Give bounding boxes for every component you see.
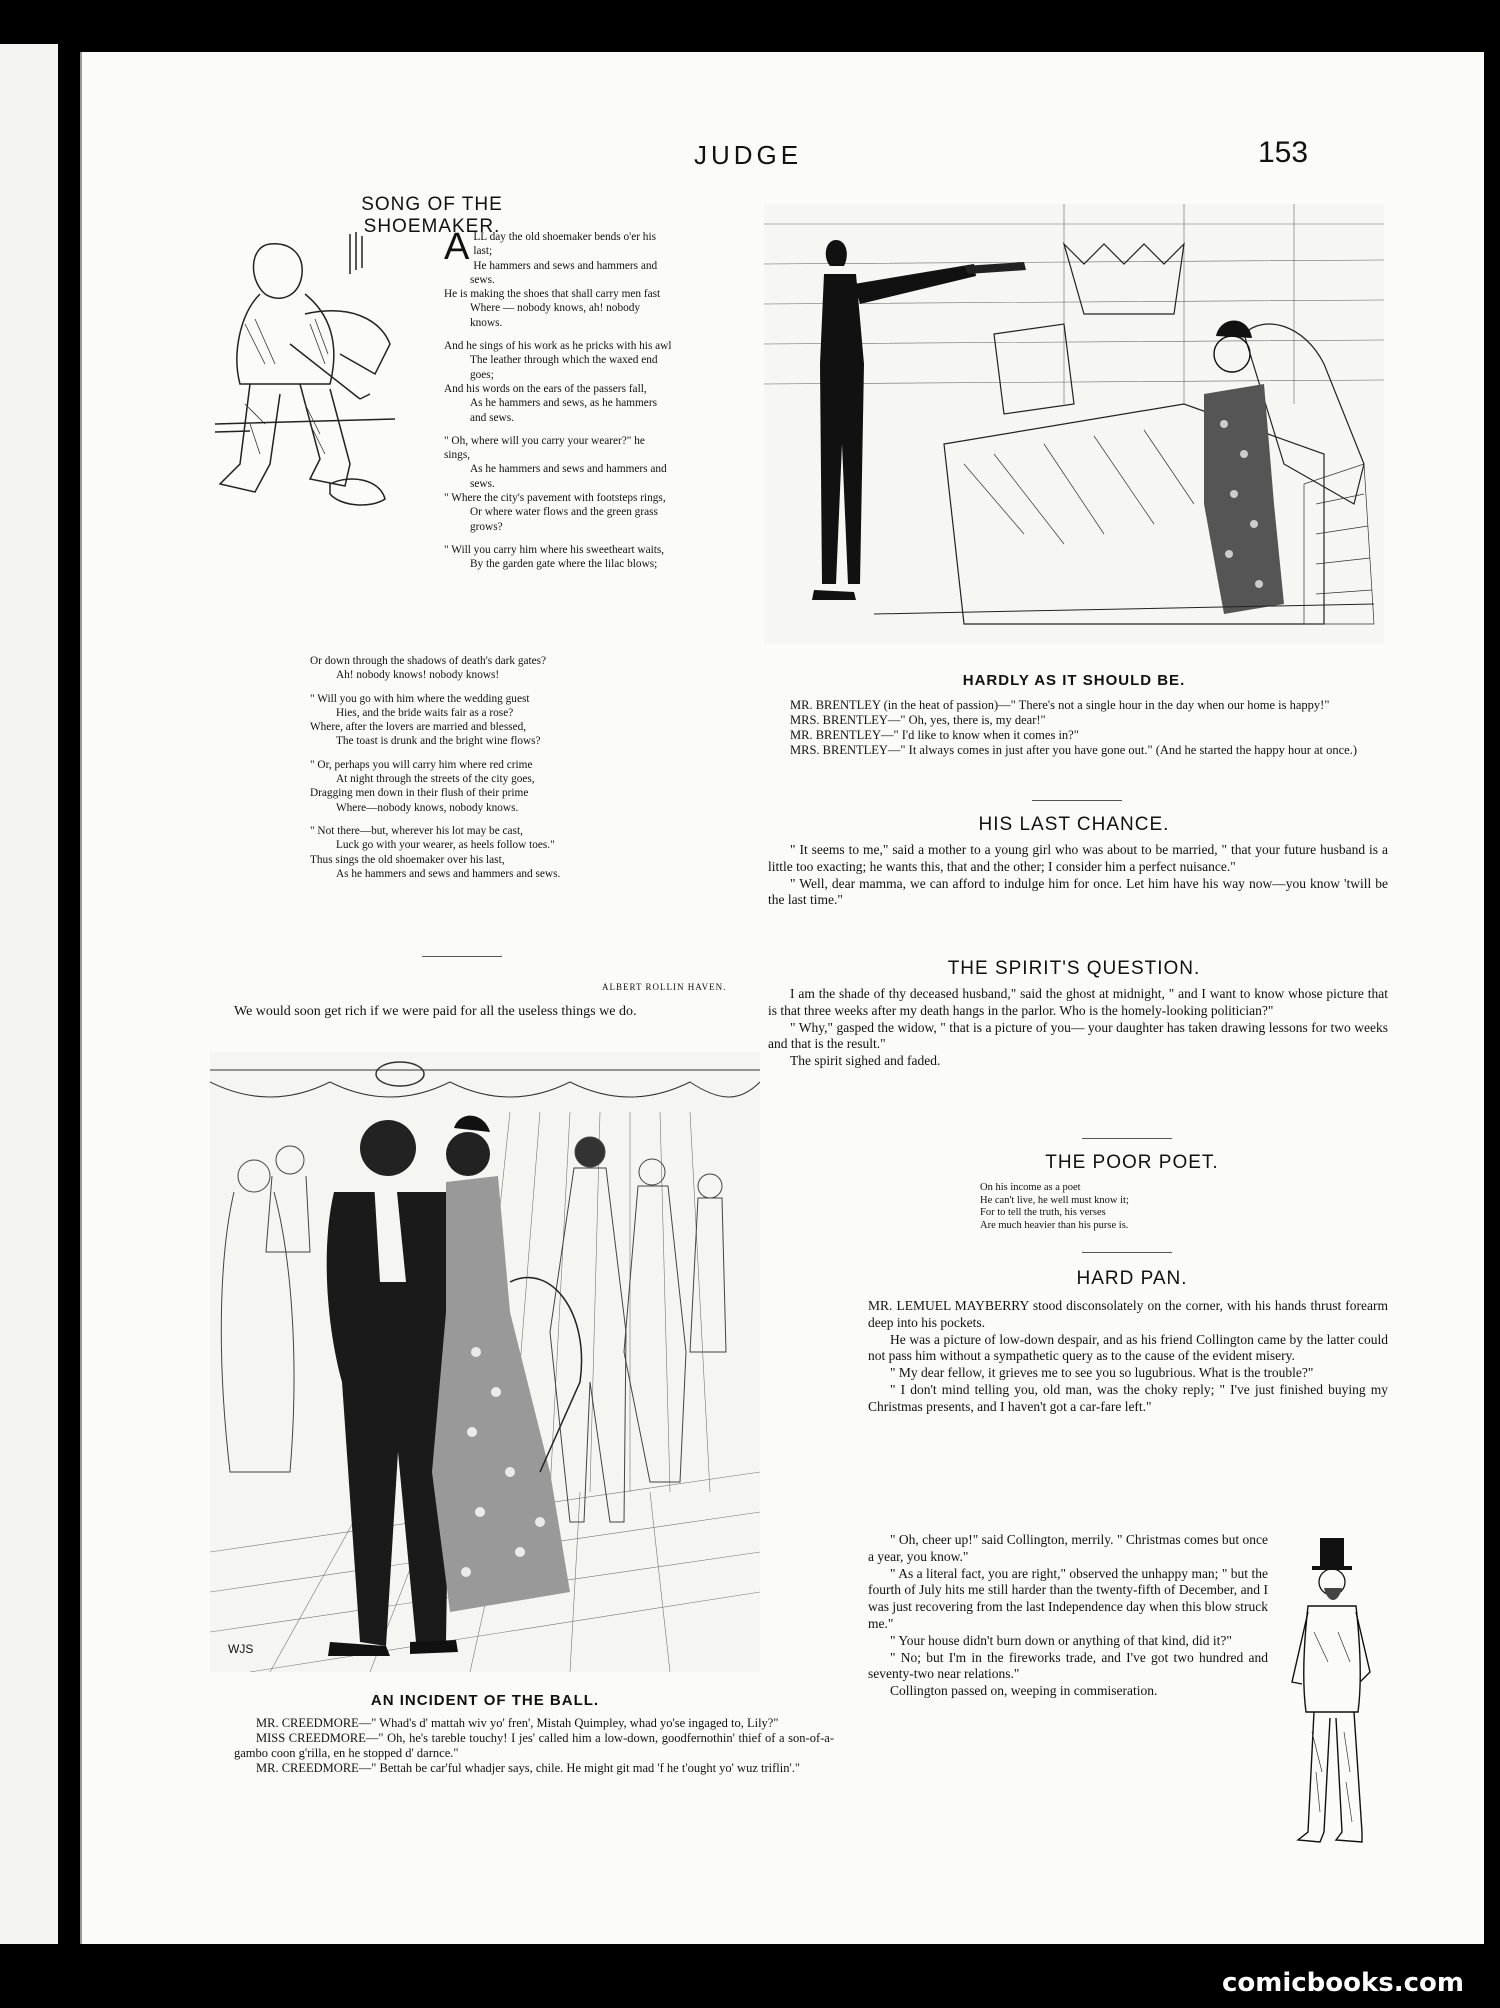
song-line: As he hammers and sews and hammers and sews.: [336, 867, 561, 880]
dialogue-line: MISS CREEDMORE—" Oh, he's tareble touchy! I jes' called him a low-down, goodfernothin' thief of a son-of-a-gambo coon g'rilla, en he stopped d' darnce.": [234, 1731, 834, 1760]
dialogue-line: MR. CREEDMORE—" Bettah be car'ful whadjer says, chile. He might git mad 'f he t'ought yo' wuz triflin'.": [256, 1761, 800, 1775]
song-line: " Will you carry him where his sweetheart waits,: [444, 543, 665, 556]
hardly-dialogue: [768, 698, 1388, 758]
song-line: LL day the old shoemaker bends o'er his last;: [473, 231, 656, 258]
dialogue-line: MR. CREEDMORE—" Whad's d' mattah wiv yo' fren', Mistah Quimpley, whad yo'se ingaged to, Lily?": [256, 1716, 779, 1730]
song-line: " Or, perhaps you will carry him where red crime: [310, 758, 533, 771]
parlor-illustration: [764, 204, 1384, 644]
paragraph: Collington passed on, weeping in commiseration.: [890, 1683, 1158, 1699]
page-number: 153: [1258, 136, 1309, 169]
artist-signature: WJS: [228, 1642, 254, 1656]
song-author: ALBERT ROLLIN HAVEN.: [602, 982, 727, 992]
watermark: comicbooks.com: [1221, 1968, 1464, 1998]
ball-dialogue: [234, 1716, 834, 1776]
divider: [1032, 800, 1122, 801]
dropcap-a: A: [444, 226, 470, 268]
song-line: The toast is drunk and the bright wine flows?: [336, 735, 541, 748]
ball-title: AN INCIDENT OF THE BALL.: [370, 1692, 600, 1709]
hardpan-title: HARD PAN.: [1076, 1268, 1188, 1289]
song-line: Dragging men down in their flush of their prime: [310, 787, 529, 800]
magazine-title: JUDGE: [694, 140, 803, 170]
song-line: " Not there—but, wherever his lot may be cast,: [310, 824, 523, 837]
paragraph: " Oh, cheer up!" said Collington, merrily. " Christmas comes but once a year, you know.": [868, 1532, 1268, 1564]
song-poem-continued: [310, 654, 680, 890]
paragraph: " No; but I'm in the fireworks trade, and I've got two hundred and seventy-two near relations.": [868, 1649, 1268, 1682]
poem-line: On his income as a poet: [980, 1182, 1081, 1193]
paragraph: I am the shade of thy deceased husband," said the ghost at midnight, " and I want to know whose picture that is that three weeks after my death hangs in the parlor. Who is the homely-looking politician?": [768, 986, 1388, 1018]
song-line: And his words on the ears of the passers fall,: [444, 382, 647, 395]
gentleman-illustration: [1278, 1532, 1388, 1852]
previous-page-edge: [0, 44, 58, 1944]
song-line: Where — nobody knows, ah! nobody knows.: [470, 302, 641, 329]
dialogue-line: MR. BRENTLEY—" I'd like to know when it comes in?": [790, 728, 1079, 742]
song-poem: [444, 226, 672, 581]
song-line: " Oh, where will you carry your wearer?" he sings,: [444, 434, 645, 462]
divider: [1082, 1252, 1172, 1253]
poem-line: He can't live, he well must know it;: [980, 1194, 1129, 1206]
poem-line: For to tell the truth, his verses: [980, 1207, 1106, 1218]
dialogue-line: MRS. BRENTLEY—" It always comes in just after you have gone out." (And he started the happy hour at once.): [790, 743, 1358, 757]
divider: [422, 956, 502, 957]
song-line: Thus sings the old shoemaker over his last,: [310, 853, 505, 866]
song-line: Or where water flows and the green grass grows?: [470, 506, 658, 533]
spirit-title: THE SPIRIT'S QUESTION.: [947, 958, 1201, 979]
paragraph: " Your house didn't burn down or anything of that kind, did it?": [890, 1632, 1232, 1648]
spirit-body: [768, 986, 1388, 1070]
song-line: Or down through the shadows of death's dark gates?: [310, 655, 547, 667]
paragraph: " Why," gasped the widow, " that is a picture of you— your daughter has taken drawing lessons for two weeks and that is the result.": [768, 1019, 1388, 1052]
paragraph: MR. LEMUEL MAYBERRY stood disconsolately on the corner, with his hands thrust forearm deep into his pockets.: [868, 1298, 1388, 1330]
song-line: Hies, and the bride waits fair as a rose?: [336, 706, 514, 719]
song-line: Ah! nobody knows! nobody knows!: [336, 669, 500, 682]
hardpan-body-top: [868, 1298, 1388, 1416]
song-line: Where—nobody knows, nobody knows.: [336, 801, 519, 814]
song-line: He is making the shoes that shall carry men fast: [444, 288, 661, 301]
song-line: As he hammers and sews, as he hammers and sews.: [470, 397, 657, 424]
song-line: And he sings of his work as he pricks with his awl: [444, 340, 672, 353]
chance-body: [768, 842, 1388, 909]
song-line: The leather through which the waxed end goes;: [470, 354, 658, 381]
paragraph: " As a literal fact, you are right," observed the unhappy man; " but the fourth of July hits me still harder than the twenty-fifth of December, and I was just recovering from the last Independence day when this blow struck me.": [868, 1565, 1269, 1631]
paragraph: " I don't mind telling you, old man, was the choky reply; " I've just finished buying my Christmas presents, and I haven't got a car-fare left.": [868, 1381, 1388, 1414]
paragraph: " It seems to me," said a mother to a young girl who was about to be married, " that your future husband is a little too exacting; he wants this, that and the other; I consider him a perfect nuisance.": [768, 842, 1388, 874]
hardly-title: HARDLY AS IT SHOULD BE.: [962, 672, 1186, 689]
song-title: SONG OF THE SHOEMAKER.: [361, 194, 503, 237]
divider: [1082, 1138, 1172, 1139]
paragraph: " Well, dear mamma, we can afford to indulge him for once. Let him have his way now—you know 'twill be the last time.": [768, 875, 1388, 908]
page: [80, 52, 1484, 1944]
poem-line: Are much heavier than his purse is.: [980, 1219, 1129, 1231]
song-line: He hammers and sews and hammers and sews.: [470, 259, 658, 286]
poet-poem: [980, 1182, 1280, 1232]
poet-title: THE POOR POET.: [1045, 1152, 1219, 1173]
ball-illustration: [210, 1052, 760, 1672]
song-line: By the garden gate where the lilac blows;: [470, 558, 658, 571]
chance-title: HIS LAST CHANCE.: [978, 814, 1170, 835]
paragraph: He was a picture of low-down despair, and as his friend Collington came by the latter could not pass him without a sympathetic query as to the cause of the evident misery.: [868, 1331, 1388, 1364]
song-line: " Will you go with him where the wedding guest: [310, 692, 530, 705]
hardpan-body-bottom: [868, 1532, 1268, 1700]
filler-line: We would soon get rich if we were paid for all the useless things we do.: [234, 1004, 637, 1019]
paragraph: " My dear fellow, it grieves me to see you so lugubrious. What is the trouble?": [890, 1365, 1314, 1381]
dialogue-line: MRS. BRENTLEY—" Oh, yes, there is, my dear!": [790, 713, 1046, 727]
paragraph: The spirit sighed and faded.: [790, 1053, 941, 1069]
song-line: " Where the city's pavement with footsteps rings,: [444, 492, 666, 505]
song-line: Where, after the lovers are married and blessed,: [310, 721, 527, 734]
shoemaker-illustration: [210, 224, 400, 534]
song-line: Luck go with your wearer, as heels follow toes.": [336, 839, 555, 852]
song-line: At night through the streets of the city goes,: [336, 773, 535, 786]
dialogue-line: MR. BRENTLEY (in the heat of passion)—" There's not a single hour in the day when our home is happy!": [790, 698, 1330, 712]
song-line: As he hammers and sews and hammers and sews.: [470, 463, 667, 490]
